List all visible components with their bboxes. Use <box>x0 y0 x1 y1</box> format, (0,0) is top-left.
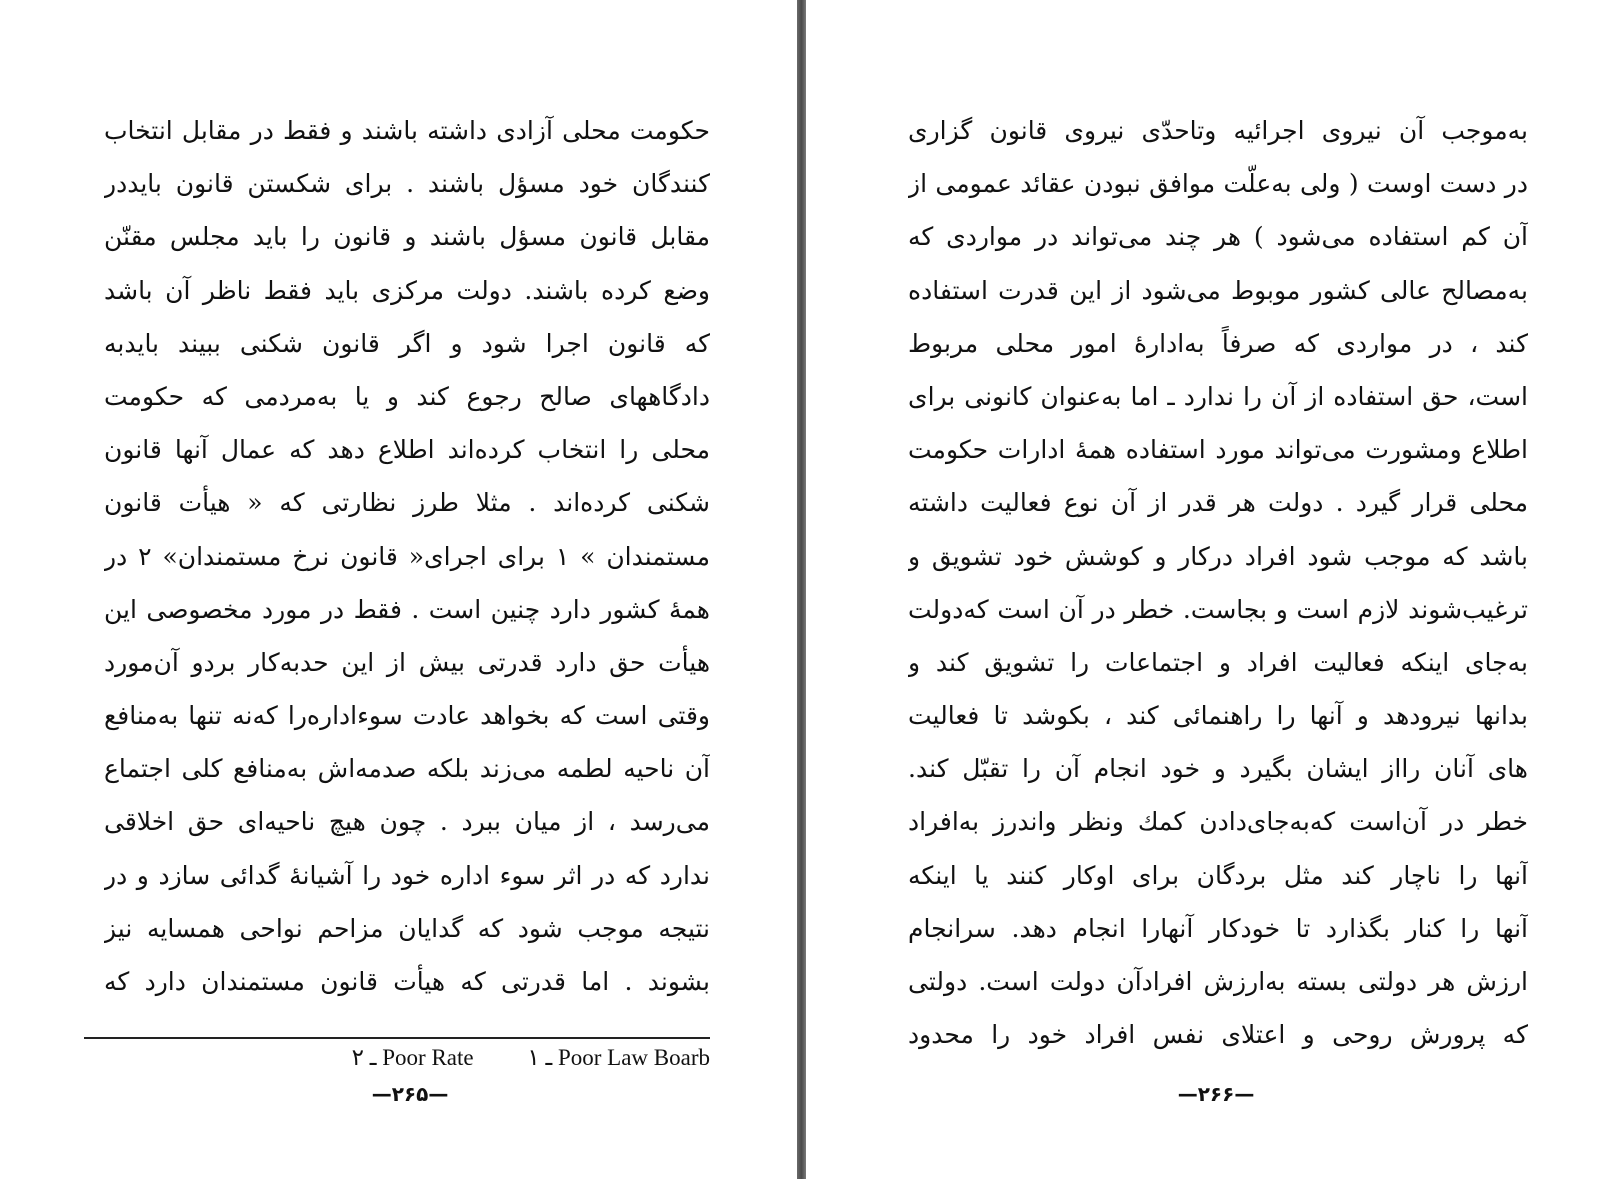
text-line: به‌موجب آن نیروی اجرائیه وتاحدّی نیروی قانون گزاری <box>908 116 1528 145</box>
text-line: آنها را کنار بگذارد تا خودکار آنهارا انجام دهد. سرانجام <box>908 913 1528 943</box>
text-line: اطلاع ومشورت می‌تواند مورد استفاده همهٔ ادارات حکومت <box>908 435 1528 465</box>
text-line: کنندگان خود مسؤل باشند . برای شکستن قانون بایددر <box>104 169 710 199</box>
text-line: آن ناحیه لطمه می‌زند بلکه صدمه‌اش به‌منافع کلی اجتماع <box>104 754 710 784</box>
footnote-1: Poor Law Boarb ـ ۱ <box>527 1045 710 1070</box>
text-line: شکنی کرده‌اند . مثلا طرز نظارتی که « هیأت قانون <box>104 488 710 518</box>
text-line: خطر در آن‌است که‌به‌جای‌دادن کمك ونظر واندرز به‌افراد <box>908 807 1528 837</box>
footnote-2: Poor Rate ـ ۲ <box>351 1045 474 1070</box>
text-line: که قانون اجرا شود و اگر قانون شکنی ببیند بایدبه‌ <box>104 328 710 358</box>
text-line: نتیجه موجب شود که گدایان مزاحم نواحی همسایه نیز <box>104 913 710 943</box>
text-line: وضع کرده باشند. دولت مرکزی باید فقط ناظر آن باشد <box>104 275 710 305</box>
page-number: —۲۶۶— <box>1177 1082 1255 1106</box>
text-line: محلی را انتخاب کرده‌اند اطلاع دهد که عمال آنها قانون <box>104 435 710 465</box>
text-line: دادگاههای صالح رجوع کند و یا به‌مردمی که حکومت <box>104 381 710 411</box>
text-line: آنها را ناچار کند مثل بردگان برای اوکار کنند یا اینکه <box>908 860 1528 890</box>
right-page <box>806 0 1603 1179</box>
text-line: ارزش هر دولتی بسته به‌ارزش افرادآن دولت است. دولتی <box>908 967 1528 996</box>
text-line: است، حق استفاده از آن را ندارد ـ اما به‌عنوان کانونی برای <box>908 381 1528 411</box>
page-number: —۲۶۵— <box>371 1082 449 1106</box>
text-line: آن کم استفاده می‌شود ) هر چند می‌تواند در مواردی که <box>908 222 1528 252</box>
text-line: محلی قرار گیرد . دولت هر قدر از آن نوع فعالیت داشته <box>908 488 1528 518</box>
text-line: بدانها نیرودهد و آنها را راهنمائی کند ، بکوشد تا فعالیت‌ <box>908 701 1528 731</box>
book-gutter <box>797 0 806 1179</box>
text-line: به‌مصالح عالی کشور موبوط می‌شود از این قدرت استفاده <box>908 275 1528 305</box>
footnotes <box>230 1040 710 1076</box>
footnote-divider <box>84 1037 710 1039</box>
text-line: بشوند . اما قدرتی که هیأت قانون مستمندان دارد که <box>104 967 710 996</box>
text-line: همهٔ کشور دارد چنین است . فقط در مورد مخصوصی این <box>104 594 710 624</box>
text-line: باشد که موجب شود افراد درکار و کوشش خود تشویق و <box>908 541 1528 571</box>
left-page-body <box>104 104 710 1008</box>
text-line: که پرورش روحی و اعتلای نفس افراد خود را محدود <box>908 1020 1528 1050</box>
text-line: ندارد که در اثر سوء اداره خود را آشیانهٔ گدائی سازد و در <box>104 860 710 890</box>
text-line: حکومت محلی آزادی داشته باشند و فقط در مقابل انتخاب <box>104 116 710 145</box>
text-line: در دست اوست ( ولی به‌علّت موافق نبودن عقائد عمومی از <box>908 169 1528 199</box>
text-line: ترغیب‌شوند لازم است و بجاست. خطر در آن است که‌دولت <box>908 594 1528 624</box>
text-line: هیأت حق دارد قدرتی بیش از این حدبه‌کار بردو آن‌مورد <box>104 647 710 677</box>
left-page <box>0 0 797 1179</box>
text-line: مستمندان » ۱ برای اجرای« قانون نرخ مستمندان» ۲ در <box>104 541 710 571</box>
text-line: به‌جای اینکه فعالیت افراد و اجتماعات را تشویق کند و <box>908 647 1528 677</box>
text-line: وقتی است که بخواهد عادت سوءاداره‌را که‌نه تنها به‌منافع <box>104 701 710 731</box>
right-page-body <box>908 104 1528 1061</box>
text-line: های آنان رااز ایشان بگیرد و خود انجام آن را تقبّل کند. <box>908 754 1528 784</box>
text-line: می‌رسد ، از میان ببرد . چون هیچ ناحیه‌ای حق اخلاقی <box>104 807 710 837</box>
text-line: کند ، در مواردی که صرفاً به‌ادارهٔ امور محلی مربوط <box>908 328 1528 358</box>
text-line: مقابل قانون مسؤل باشند و قانون را باید مجلس مقنّن <box>104 222 710 252</box>
